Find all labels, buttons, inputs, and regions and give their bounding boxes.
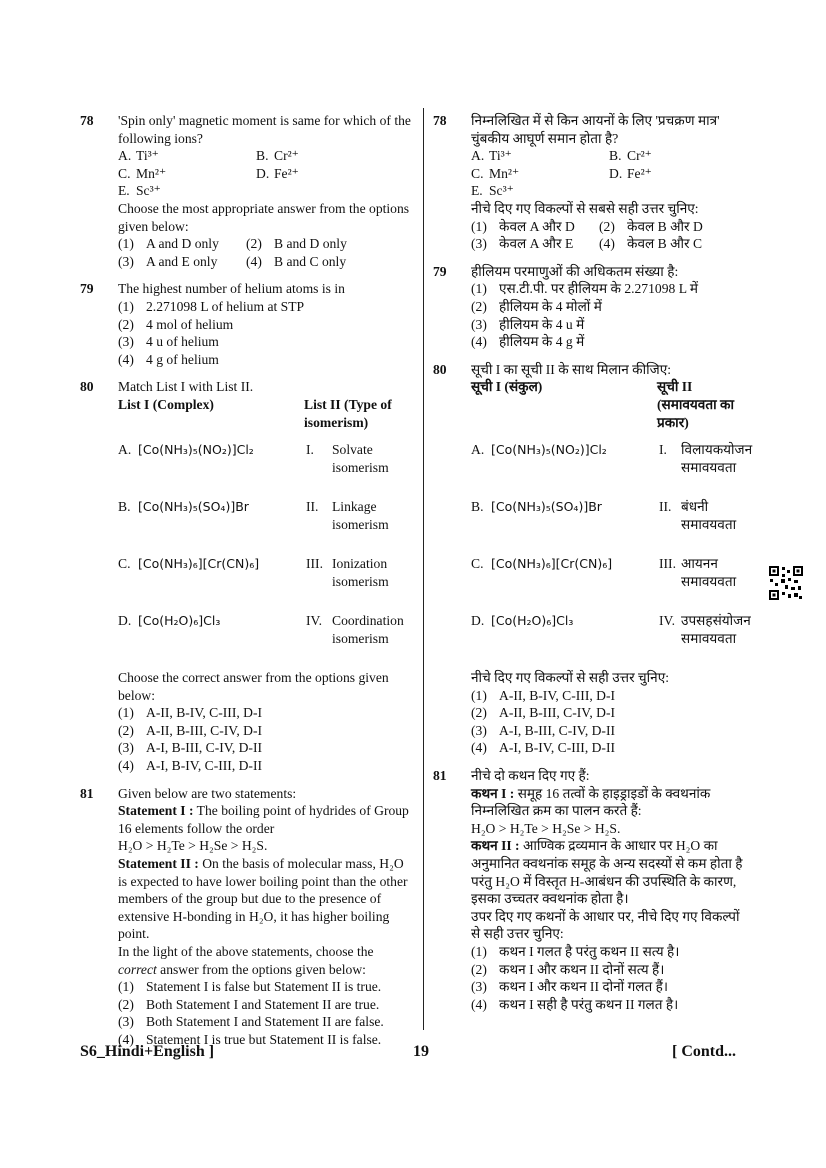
answer-key: (4): [118, 351, 134, 367]
answer-key: (1): [118, 236, 134, 252]
question-80-hi: [433, 361, 751, 757]
answer-key: (2): [471, 298, 487, 314]
row-key: I.: [659, 442, 667, 458]
answer-key: (2): [246, 236, 262, 252]
instruction-text: answer from the options given below:: [160, 961, 366, 977]
answer-key: (3): [471, 236, 487, 252]
answer-options: [471, 218, 751, 253]
answer-text: A-I, B-III, C-IV, D-II: [499, 722, 616, 738]
row-key: IV.: [306, 613, 322, 629]
row-key: II.: [659, 499, 672, 515]
match-row: [118, 555, 414, 612]
option-value: Mn²⁺: [136, 165, 167, 181]
row-key: A.: [118, 442, 132, 458]
question-81-hi: [433, 767, 751, 1013]
qr-code-icon: [768, 565, 804, 601]
answer-key: (2): [118, 722, 134, 738]
continued-label: [ Contd...: [672, 1043, 737, 1060]
list-2-header: List II (Type of isomerism): [304, 396, 392, 430]
question-number: 78: [433, 113, 447, 128]
answer-key: (3): [118, 740, 134, 756]
answer-text: केवल A और E: [499, 236, 574, 252]
statement-text: On the basis of molecular mass, H₂O is expected to have lower boiling point than the other members of the group but due to the presence of extensive H-bonding in H₂O, it has higher boiling point.: [118, 856, 408, 942]
row-key: D.: [118, 613, 132, 629]
answer-key: (3): [118, 253, 134, 269]
instruction: उपर दिए गए कथनों के आधार पर, नीचे दिए गए विकल्पों से सही उत्तर चुनिए:: [471, 908, 740, 942]
question-stem: निम्नलिखित में से किन आयनों के लिए 'प्रचक्रण मात्र' चुंबकीय आघूर्ण समान होता है?: [471, 113, 720, 146]
row-key: B.: [118, 499, 131, 515]
ion-options: [118, 147, 414, 200]
match-row: [471, 555, 751, 612]
answer-key: (2): [118, 996, 134, 1012]
option-key: D.: [609, 165, 623, 181]
question-79-en: [80, 280, 414, 368]
answer-key: (1): [118, 705, 134, 721]
statement-label: कथन II :: [471, 838, 520, 854]
row-key: III.: [306, 556, 323, 572]
statement-label: Statement II :: [118, 856, 199, 872]
match-row: [471, 612, 751, 669]
instruction: Choose the most appropriate answer from the options given below:: [118, 200, 410, 234]
statement-2: [118, 855, 414, 943]
statement-label: कथन I :: [471, 785, 515, 801]
question-stem: सूची I का सूची II के साथ मिलान कीजिए:: [471, 361, 672, 377]
question-stem: Match List I with List II.: [118, 379, 254, 395]
list-2-header: सूची II (समावयवता का प्रकार): [657, 379, 734, 430]
question-stem: हीलियम परमाणुओं की अधिकतम संख्या है:: [471, 263, 679, 279]
isomerism-type: आयनन समावयवता: [681, 556, 737, 589]
english-column: [80, 112, 414, 1059]
isomerism-type: विलायकयोजन समावयवता: [681, 442, 753, 475]
row-key: III.: [659, 556, 676, 572]
match-header: [118, 396, 414, 431]
option-value: Fe²⁺: [274, 165, 299, 181]
option-value: Cr²⁺: [274, 148, 299, 164]
answer-text: केवल B और C: [627, 236, 703, 252]
question-stem: The highest number of helium atoms is in: [118, 281, 345, 297]
complex-formula: [Co(H₂O)₆]Cl₃: [138, 613, 221, 629]
answer-key: (2): [118, 316, 134, 332]
row-key: II.: [306, 499, 319, 515]
answer-text: केवल B और D: [627, 218, 703, 234]
answer-text: एस.टी.पी. पर हीलियम के 2.271098 L में: [499, 281, 699, 297]
instruction: नीचे दिए गए विकल्पों से सबसे सही उत्तर चुनिए:: [471, 200, 699, 216]
answer-text: कथन I और कथन II दोनों गलत हैं।: [499, 979, 668, 995]
answer-text: B and C only: [274, 253, 347, 269]
instruction-emphasis: correct: [118, 961, 157, 977]
statement-1: [471, 785, 751, 820]
isomerism-type: बंधनी समावयवता: [681, 499, 737, 532]
statement-text: समूह 16 तत्वों के हाइड्राइडों के क्वथनांक निम्नलिखित क्रम का पालन करते हैं:: [471, 785, 711, 819]
answer-key: (4): [118, 758, 134, 774]
option-key: A.: [471, 148, 485, 164]
answer-key: (3): [118, 1014, 134, 1030]
row-key: D.: [471, 613, 485, 629]
question-number: 80: [80, 379, 94, 395]
statement-text: आण्विक द्रव्यमान के आधार पर H₂O का अनुमानित क्वथनांक समूह के अन्य सदस्यों से कम होता है परंतु H₂O में विस्तृत H-आबंधन की उपस्थिति के कारण, इसका उच्चतर क्वथनांक होता है।: [471, 838, 743, 907]
answer-key: (3): [471, 722, 487, 738]
answer-text: Statement I is false but Statement II is true.: [146, 979, 382, 995]
question-stem: Given below are two statements:: [118, 785, 297, 801]
option-key: A.: [118, 148, 132, 164]
option-value: Sc³⁺: [136, 183, 161, 199]
answer-key: (3): [118, 334, 134, 350]
instruction: Choose the correct answer from the options given below:: [118, 670, 389, 703]
answer-key: (4): [471, 740, 487, 756]
row-key: B.: [471, 499, 484, 515]
complex-formula: [Co(NH₃)₅(NO₂)]Cl₂: [491, 442, 607, 458]
answer-text: Both Statement I and Statement II are false.: [146, 1014, 384, 1030]
isomerism-type: उपसहसंयोजन समावयवता: [681, 613, 751, 646]
option-key: B.: [256, 148, 269, 164]
instruction-text: In the light of the above statements, choose the: [118, 944, 374, 959]
complex-formula: [Co(NH₃)₅(SO₄)]Br: [138, 499, 249, 515]
match-table: [118, 441, 414, 669]
answer-key: (3): [471, 979, 487, 995]
question-stem: नीचे दो कथन दिए गए हैं:: [471, 768, 590, 784]
answer-key: (4): [599, 236, 615, 252]
answer-text: कथन I गलत है परंतु कथन II सत्य है।: [499, 944, 680, 959]
statement-text: The boiling point of hydrides of Group 16 elements follow the order: [118, 803, 409, 836]
answer-text: कथन I सही है परंतु कथन II गलत है।: [499, 996, 679, 1012]
instruction: नीचे दिए गए विकल्पों से सही उत्तर चुनिए:: [471, 670, 670, 686]
answer-key: (1): [471, 687, 487, 703]
answer-text: A-I, B-III, C-IV, D-II: [146, 740, 263, 756]
answer-key: (4): [471, 334, 487, 350]
answer-text: A-II, B-III, C-IV, D-I: [499, 705, 616, 721]
question-number: 81: [433, 768, 447, 784]
match-row: [471, 441, 751, 498]
complex-formula: [Co(H₂O)₆]Cl₃: [491, 613, 574, 629]
statement-1-order: H₂O > H₂Te > H₂Se > H₂S.: [118, 838, 268, 854]
question-79-hi: [433, 263, 751, 351]
statement-2: [471, 837, 751, 907]
question-78-hi: [433, 112, 751, 253]
answer-text: A-II, B-III, C-IV, D-I: [146, 722, 263, 738]
isomerism-type: Solvate isomerism: [332, 442, 389, 475]
row-key: I.: [306, 442, 314, 458]
answer-text: 4 u of helium: [146, 334, 219, 350]
answer-key: (2): [599, 218, 615, 234]
question-number: 80: [433, 361, 447, 377]
isomerism-type: Coordination isomerism: [332, 613, 404, 646]
answer-text: 2.271098 L of helium at STP: [146, 298, 305, 314]
option-value: Fe²⁺: [627, 165, 652, 181]
question-number: 79: [80, 281, 94, 297]
hindi-column: [433, 112, 751, 1023]
paper-code: S6_Hindi+English ]: [80, 1043, 215, 1060]
answer-text: Statement I is true but Statement II is false.: [146, 1031, 382, 1047]
complex-formula: [Co(NH₃)₅(SO₄)]Br: [491, 499, 602, 515]
option-value: Mn²⁺: [489, 165, 520, 181]
row-key: A.: [471, 442, 485, 458]
answer-key: (2): [471, 961, 487, 977]
option-key: D.: [256, 165, 270, 181]
answer-text: 4 mol of helium: [146, 316, 234, 332]
option-key: B.: [609, 148, 622, 164]
answer-text: A-I, B-IV, C-III, D-II: [499, 740, 616, 756]
question-number: 79: [433, 263, 447, 279]
answer-key: (3): [471, 316, 487, 332]
option-key: C.: [471, 165, 484, 181]
option-key: C.: [118, 165, 131, 181]
isomerism-type: Linkage isomerism: [332, 499, 389, 532]
option-key: E.: [471, 183, 483, 199]
list-1-header: सूची I (संकुल): [471, 379, 543, 395]
column-divider: [423, 108, 424, 1030]
answer-text: A-II, B-IV, C-III, D-I: [146, 705, 263, 721]
answer-key: (1): [471, 944, 487, 959]
answer-text: कथन I और कथन II दोनों सत्य हैं।: [499, 961, 665, 977]
answer-text: A and E only: [146, 253, 218, 269]
match-table: [471, 441, 751, 669]
statement-1: [118, 802, 414, 837]
answer-text: हीलियम के 4 g में: [499, 334, 585, 350]
complex-formula: [Co(NH₃)₅(NO₂)]Cl₂: [138, 442, 254, 458]
answer-key: (1): [118, 298, 134, 314]
question-80-en: [80, 378, 414, 774]
answer-key: (4): [471, 996, 487, 1012]
question-stem: 'Spin only' magnetic moment is same for which of the following ions?: [118, 113, 411, 146]
answer-options: [118, 235, 414, 270]
question-number: 78: [80, 113, 94, 128]
answer-key: (4): [246, 253, 262, 269]
option-key: E.: [118, 183, 130, 199]
match-row: [471, 498, 751, 555]
answer-key: (1): [471, 218, 487, 234]
complex-formula: [Co(NH₃)₆][Cr(CN)₆]: [138, 556, 260, 572]
question-78-en: [80, 112, 414, 270]
answer-key: (1): [118, 979, 134, 995]
match-row: [118, 612, 414, 669]
list-1-header: List I (Complex): [118, 396, 214, 412]
answer-key: (1): [471, 281, 487, 297]
answer-text: B and D only: [274, 236, 347, 252]
row-key: C.: [118, 556, 131, 572]
answer-text: A-II, B-IV, C-III, D-I: [499, 687, 616, 703]
page-number: 19: [413, 1043, 429, 1060]
row-key: IV.: [659, 613, 675, 629]
option-value: Cr²⁺: [627, 148, 652, 164]
option-value: Ti³⁺: [489, 148, 512, 164]
answer-text: A and D only: [146, 236, 219, 252]
statement-1-order: H₂O > H₂Te > H₂Se > H₂S.: [471, 820, 621, 836]
answer-text: Both Statement I and Statement II are true.: [146, 996, 380, 1012]
isomerism-type: Ionization isomerism: [332, 556, 389, 589]
option-value: Ti³⁺: [136, 148, 159, 164]
answer-key: (2): [471, 705, 487, 721]
answer-text: A-I, B-IV, C-III, D-II: [146, 758, 263, 774]
answer-key: (4): [118, 1031, 134, 1047]
match-header: [471, 378, 751, 431]
option-value: Sc³⁺: [489, 183, 514, 199]
ion-options: [471, 147, 751, 200]
match-row: [118, 441, 414, 498]
row-key: C.: [471, 556, 484, 572]
answer-text: केवल A और D: [499, 218, 575, 234]
answer-text: हीलियम के 4 u में: [499, 316, 585, 332]
complex-formula: [Co(NH₃)₆][Cr(CN)₆]: [491, 556, 613, 572]
statement-label: Statement I :: [118, 803, 194, 819]
instruction: [118, 943, 414, 978]
match-row: [118, 498, 414, 555]
question-number: 81: [80, 785, 94, 801]
answer-text: 4 g of helium: [146, 351, 219, 367]
answer-text: हीलियम के 4 मोलों में: [499, 298, 602, 314]
question-81-en: [80, 785, 414, 1049]
